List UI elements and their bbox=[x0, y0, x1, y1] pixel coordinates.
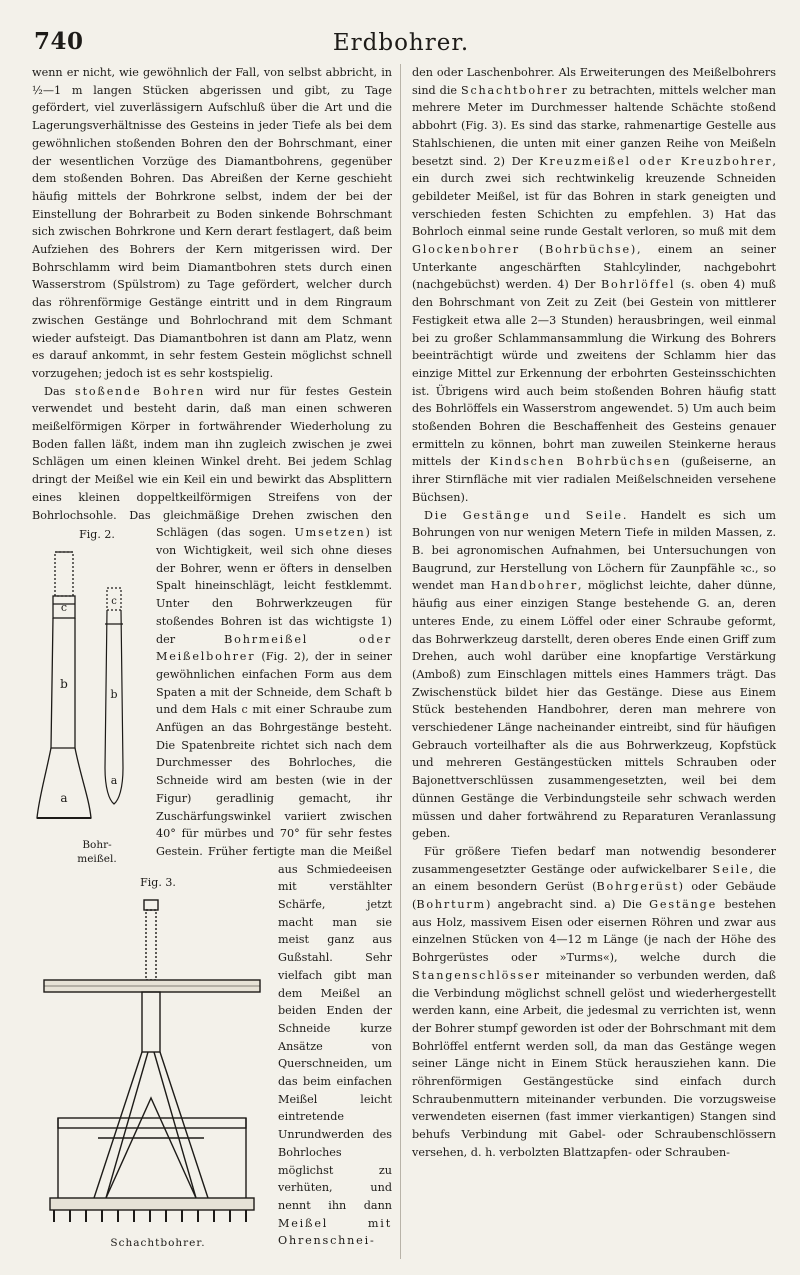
figure-3-caption: Schachtbohrer. bbox=[110, 1236, 206, 1249]
paragraph-greater-depths bbox=[412, 843, 776, 1162]
paragraph-text: zu betrachten, mittels welcher man mehrere Meter im Durchmesser haltende Schächte stoßend abbohrt (Fig. 3). Es sind das starke, rahmenartige Gestelle aus Stahlschienen, die unten mit einer ganzen Reihe von Meißeln besetzt sind. 2) Der bbox=[412, 83, 776, 168]
paragraph-text: wird nur für festes Gestein verwendet und besteht darin, daß man einen schweren meißelförmigen Körper in fortwährender Wiederholung zu Boden fallen läßt, indem man ihn zugleich zwischen je zwei Schlägen um einen kleinen Winkel dreht. Bei jedem Schlag dringt der Meißel wie ein Keil ein und bewirkt das Absplittern eines kleinen doppeltkeilförmigen Streifens von der Bohrlochsohle. Das gleichmäßige Drehen zwischen den Schlägen (das sogen. bbox=[32, 384, 393, 540]
figure-3-schachtbohrer bbox=[32, 870, 272, 1249]
paragraph-text: ) angebracht sind. a) Die bbox=[485, 898, 642, 912]
figure-2-caption-line1: Bohr- bbox=[82, 838, 112, 851]
paragraph-text: miteinander so verbunden werden, daß die Verbindung möglichst schnell gelöst und wiederhergestellt werden kann, eine Arbeit, die jedesmal zu verrichten ist, wenn der Bohrer stumpf geworden ist oder der Bohrschmant mit dem Bohrlöffel entfernt werden soll, da man das Gestänge wegen seiner Länge nicht in Einem Stück herausziehen kann. Die röhrenförmigen Gestängestücke sind einfach durch Schraubenmuttern miteinander verbunden. Die vorzugsweise verwendeten eisernen (fast immer vierkantigen) Stangen sind behufs Verbindung mit Gabel- oder Schraubenschlössern versehen, d. h. verbolzten Blattzapfen- oder Schrauben- bbox=[412, 968, 776, 1159]
paragraph-text: bestehen aus Holz, massivem Eisen oder eisernen Röhren und zwar aus einzelnen Stücken von 4—12 m Länge (je nach der Höhe des Bohrgerüstes oder »Turms«), welche durch die bbox=[412, 898, 777, 965]
label-b-small: b bbox=[110, 687, 118, 701]
term-gestaenge: Gestänge bbox=[649, 898, 718, 912]
term-stangenschloesser: Stangenschlösser bbox=[412, 968, 541, 982]
page-header bbox=[28, 28, 774, 62]
figure-2-bohrmeissel bbox=[32, 524, 150, 866]
paragraph-text: Handelt es sich um Bohrungen von nur wenigen Metern Tiefe in milden Massen, z. B. bei agronomischen Aufnahmen, bei Untersuchungen von Baugrund, zur Herstellung von Löchern für Zaunpfähle ꝛc., so wendet man bbox=[412, 508, 776, 593]
paragraph-text: (gußeiserne, an ihrer Stirnfläche mit vier radialen Meißelschneiden versehene Büchsen). bbox=[412, 455, 776, 504]
page-number: 740 bbox=[34, 28, 84, 55]
schachtbohrer-illustration bbox=[36, 898, 268, 1228]
term-handbohrer: Handbohrer bbox=[490, 579, 578, 593]
paragraph-text: ) oder Gebäude ( bbox=[412, 880, 776, 912]
term-kindsche-bohrbuechsen: Kindschen Bohrbüchsen bbox=[489, 455, 672, 469]
term-bohrturm: Bohrturm bbox=[416, 898, 486, 912]
column-divider bbox=[400, 64, 401, 1259]
paragraph-diamond-drilling bbox=[32, 64, 392, 383]
label-c-large: c bbox=[60, 600, 68, 614]
label-b-large: b bbox=[60, 676, 68, 691]
paragraph-text: , einem an seiner Unterkante angeschärften Stahlcylinder, nachgebohrt (nachgebüchst) werden. 4) Der bbox=[412, 243, 776, 292]
term-bohrloeffel: Bohrlöffel bbox=[600, 278, 676, 292]
term-seile: Seile bbox=[712, 862, 750, 876]
paragraph-text: , möglichst leichte, daher dünne, häufig aus einer einzigen Stange bestehende G. an, deren unteres Ende, zu einem Löffel oder einer Schraube geformt, das Bohrwerkzeug darstellt, deren oberes Ende einen Griff zum Drehen, auch wohl darüber eine knopfartige Verstärkung (Amboß) zum Einschlagen mittels eines Hammers trägt. Das Zwischenstück bildet hier das Gestänge. Diese aus Einem Stück bestehenden Handbohrer, deren man mehrere von verschiedener Länge nacheinander eintreibt, sind für häufigen Gebrauch vorteilhafter als die aus Bohrwerkzeug, Kopfstück und mehreren Gestängestücken mittels Schrauben oder Bajonettverschlüssen zusammengesetzten, weil bei dem dünnen Gestänge die Verbindungsteile sehr schwach werden müssen und daher fortwährend zu Reparaturen Veranlassung geben. bbox=[412, 579, 776, 841]
term-umsetzen: Umsetzen bbox=[294, 526, 366, 540]
section-heading-gestaenge: Die Gestänge und Seile. bbox=[424, 508, 629, 522]
paragraph-text: (Fig. 2), der in seiner gewöhnlichen einfachen Form aus dem Spaten a mit der Schneide, dem Schaft b und dem Hals c mit einer Schraube zum Anfügen an das Bohrgestänge besteht. Die Spatenbreite richtet sich nach dem Durchmesser des Bohrloches, die Schneide wird am besten (wie in der Figur) geradlinig gemacht, ihr Zuschärfungswinkel variiert zwischen 40° für mürbes und 70° für sehr festes Gestein. Früher fertigte man die Meißel aus Schmiedeeisen mit verstählter Schärfe, jetzt macht man sie meist ganz aus Gußstahl. Sehr vielfach gibt man dem Meißel an beiden Enden der Schneide kurze Ansätze von Querschneiden, um das beim einfachen Meißel leicht eintretende Unrundwerden des Bohrloches möglichst zu verhüten, und nennt ihn dann bbox=[156, 650, 392, 1212]
term-stossende-bohren: stoßende Bohren bbox=[75, 384, 206, 398]
paragraph-text: , ein durch zwei sich rechtwinkelig kreuzende Schneiden gebildeter Meißel, ist für das Bohren in stark geneigten und verschieden festen Schichten zu empfehlen. 3) Hat das Bohrloch einmal seine runde Gestalt verloren, so muß mit dem bbox=[412, 154, 776, 239]
bohrmeissel-illustration bbox=[35, 548, 147, 832]
figure-2-title: Fig. 2. bbox=[79, 528, 115, 542]
figure-2-caption-line2: meißel. bbox=[77, 852, 117, 865]
paragraph-percussion-drilling bbox=[32, 383, 392, 1250]
label-c-small: c bbox=[111, 595, 117, 607]
right-column bbox=[412, 64, 776, 1259]
shaft-drill-frame bbox=[44, 900, 260, 1222]
paragraph-lead: Das bbox=[44, 384, 66, 398]
paragraph-text: Für größere Tiefen bedarf man notwendig besonderer zusammengesetzter Gestänge oder aufwickelbarer bbox=[412, 844, 776, 876]
term-glockenbohrer: Glockenbohrer (Bohrbüchse) bbox=[412, 243, 638, 257]
paragraph-text: wenn er nicht, wie gewöhnlich der Fall, von selbst abbricht, in ½—1 m langen Stücken abgerissen und gibt, zu Tage gefördert, viel zuverlässigern Aufschluß über die Art und die Lagerungsverhältnisse des Gesteins in jeder Tiefe als bei dem gewöhnlichen stoßenden Bohren den der Bohrschmant, einer der wesentlichen Vorzüge des Diamantbohrens, gegenüber dem stoßenden Bohren. Das Abreißen der Kerne geschieht häufig mittels der Bohrkrone selbst, indem der bei der Einstellung der Bohrarbeit zu Boden sinkende Bohrschmant sich zwischen Bohrkrone und Kern derart festlagert, daß beim Aufziehen des Bohrers der Kern mitgerissen wird. Der Bohrschlamm wird beim Diamantbohren stets durch einen Wasserstrom (Spülstrom) zu Tage gefördert, welcher durch das röhrenförmige Gestänge eintritt und in dem Ringraum zwischen Gestänge und Bohrlochrand mit dem Schmant wieder aufsteigt. Das Diamantbohren ist dann am Platz, wenn es darauf ankommt, in sehr festem Gestein möglichst schnell vorzugehen; jedoch ist es sehr kostspielig. bbox=[32, 66, 392, 380]
left-column bbox=[32, 64, 392, 1259]
term-bohrmeissel: Bohrmeißel oder Meißelbohrer bbox=[156, 632, 392, 664]
label-a-large: a bbox=[60, 790, 68, 805]
term-kreuzmeissel: Kreuzmeißel oder Kreuzbohrer bbox=[539, 154, 773, 168]
term-meissel-mit-ohrenschneiden: Meißel mit Ohrenschnei- bbox=[278, 1216, 392, 1248]
paragraph-drill-types bbox=[412, 64, 776, 507]
term-bohrgeruest: Bohrgerüst bbox=[596, 880, 679, 894]
figure-3-title: Fig. 3. bbox=[140, 876, 176, 890]
paragraph-text: ) ist von Wichtigkeit, weil sich ohne dieses der Bohrer, wenn er öfters in denselben Spalt hineinschlägt, leicht festklemmt. Unter den Bohrwerkzeugen für stoßendes Bohren ist das wichtigste 1) der bbox=[156, 526, 392, 646]
label-a-small: a bbox=[110, 773, 118, 787]
paragraph-gestaenge-und-seile bbox=[412, 507, 776, 843]
paragraph-text: den oder Laschenbohrer. Als Erweiterungen des Meißelbohrers sind die bbox=[412, 66, 776, 97]
paragraph-text: (s. oben 4) muß den Bohrschmant von Zeit zu Zeit (bei Gestein von mittlerer Festigkeit etwa alle 2—3 Stunden) herausbringen, weil einmal bei zu großer Schlammansammlung die Wirkung des Bohrers beeinträchtigt würde und zweitens der Schlamm hier das einzige Mittel zur Erkennung der erbohrten Gesteinsschichten ist. Übrigens wird auch beim stoßenden Bohren häufig statt des Bohrlöffels ein Wasserstrom angewendet. 5) Um auch beim stoßenden Bohren die Beschaffenheit des Gesteins genauer ermitteln zu können, bohrt man zuweilen Steinkerne heraus mittels der bbox=[412, 278, 776, 469]
term-schachtbohrer: Schachtbohrer bbox=[460, 83, 569, 97]
paragraph-text: , die an einem besondern Gerüst ( bbox=[412, 862, 776, 894]
running-title: Erdbohrer. bbox=[332, 30, 470, 56]
